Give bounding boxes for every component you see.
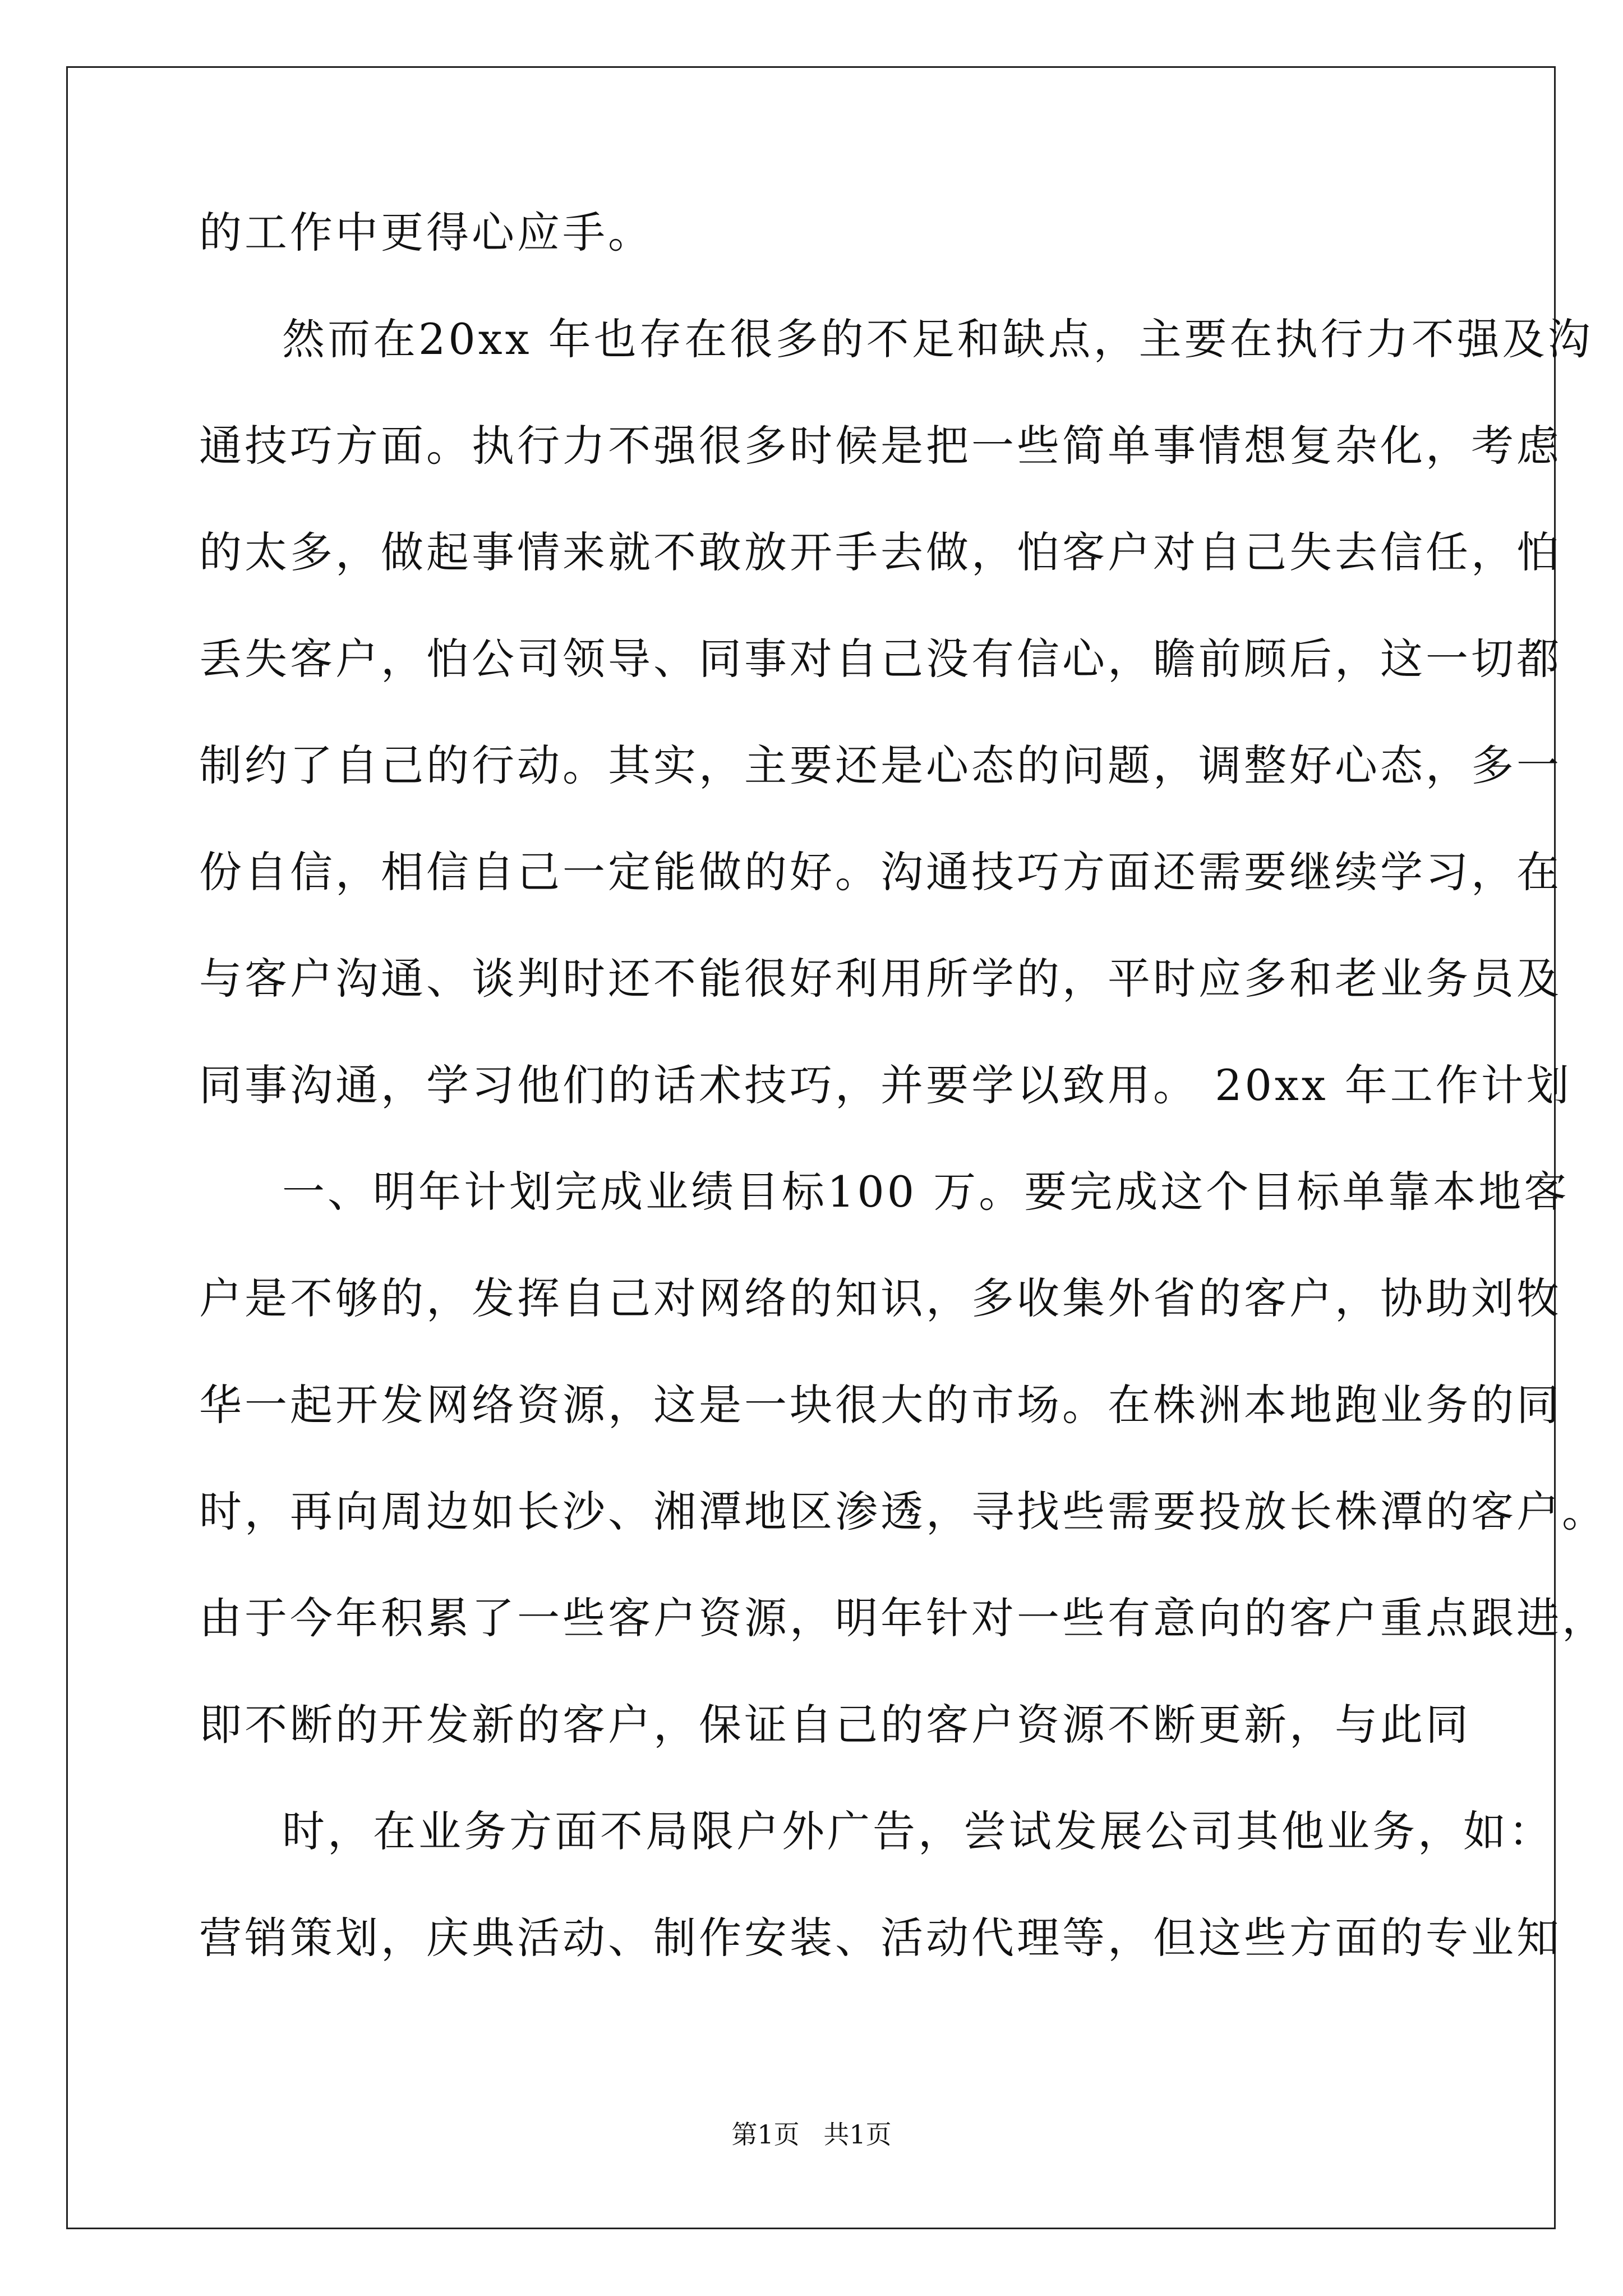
paragraph-start-line: 一、明年计划完成业绩目标100 万。要完成这个目标单靠本地客: [282, 1167, 1570, 1217]
paragraph-start-line: 时，在业务方面不局限户外广告，尝试发展公司其他业务，如：: [282, 1806, 1554, 1856]
paragraph-start-line: 然而在20xx 年也存在很多的不足和缺点，主要在执行力不强及沟: [282, 314, 1593, 364]
page-footer: [0, 2118, 1623, 2151]
text-line: 的工作中更得心应手。: [199, 208, 653, 257]
page-number: 第1页: [731, 2119, 800, 2150]
text-line: 的太多，做起事情来就不敢放开手去做，怕客户对自己失去信任，怕: [199, 527, 1562, 577]
text-line: 通技巧方面。执行力不强很多时候是把一些简单事情想复杂化，考虑: [199, 421, 1562, 471]
text-line: 同事沟通，学习他们的话术技巧，并要学以致用。 20xx 年工作计划: [199, 1060, 1572, 1110]
text-line: 与客户沟通、谈判时还不能很好利用所学的，平时应多和老业务员及: [199, 954, 1562, 1004]
text-line: 华一起开发网络资源，这是一块很大的市场。在株洲本地跑业务的同: [199, 1380, 1562, 1430]
text-line: 份自信，相信自己一定能做的好。沟通技巧方面还需要继续学习，在: [199, 847, 1562, 897]
text-line: 即不断的开发新的客户，保证自己的客户资源不断更新，与此同: [199, 1700, 1471, 1750]
text-line: 营销策划，庆典活动、制作安装、活动代理等，但这些方面的专业知: [199, 1913, 1562, 1963]
text-line: 时，再向周边如长沙、湘潭地区渗透，寻找些需要投放长株潭的客户。: [199, 1487, 1607, 1536]
page-total: 共1页: [823, 2119, 892, 2150]
text-line: 由于今年积累了一些客户资源，明年针对一些有意向的客户重点跟进，: [199, 1593, 1607, 1643]
text-line: 户是不够的，发挥自己对网络的知识，多收集外省的客户，协助刘牧: [199, 1273, 1562, 1323]
text-line: 制约了自己的行动。其实，主要还是心态的问题，调整好心态，多一: [199, 740, 1562, 790]
text-line: 丢失客户，怕公司领导、同事对自己没有信心，瞻前顾后，这一切都: [199, 634, 1562, 684]
